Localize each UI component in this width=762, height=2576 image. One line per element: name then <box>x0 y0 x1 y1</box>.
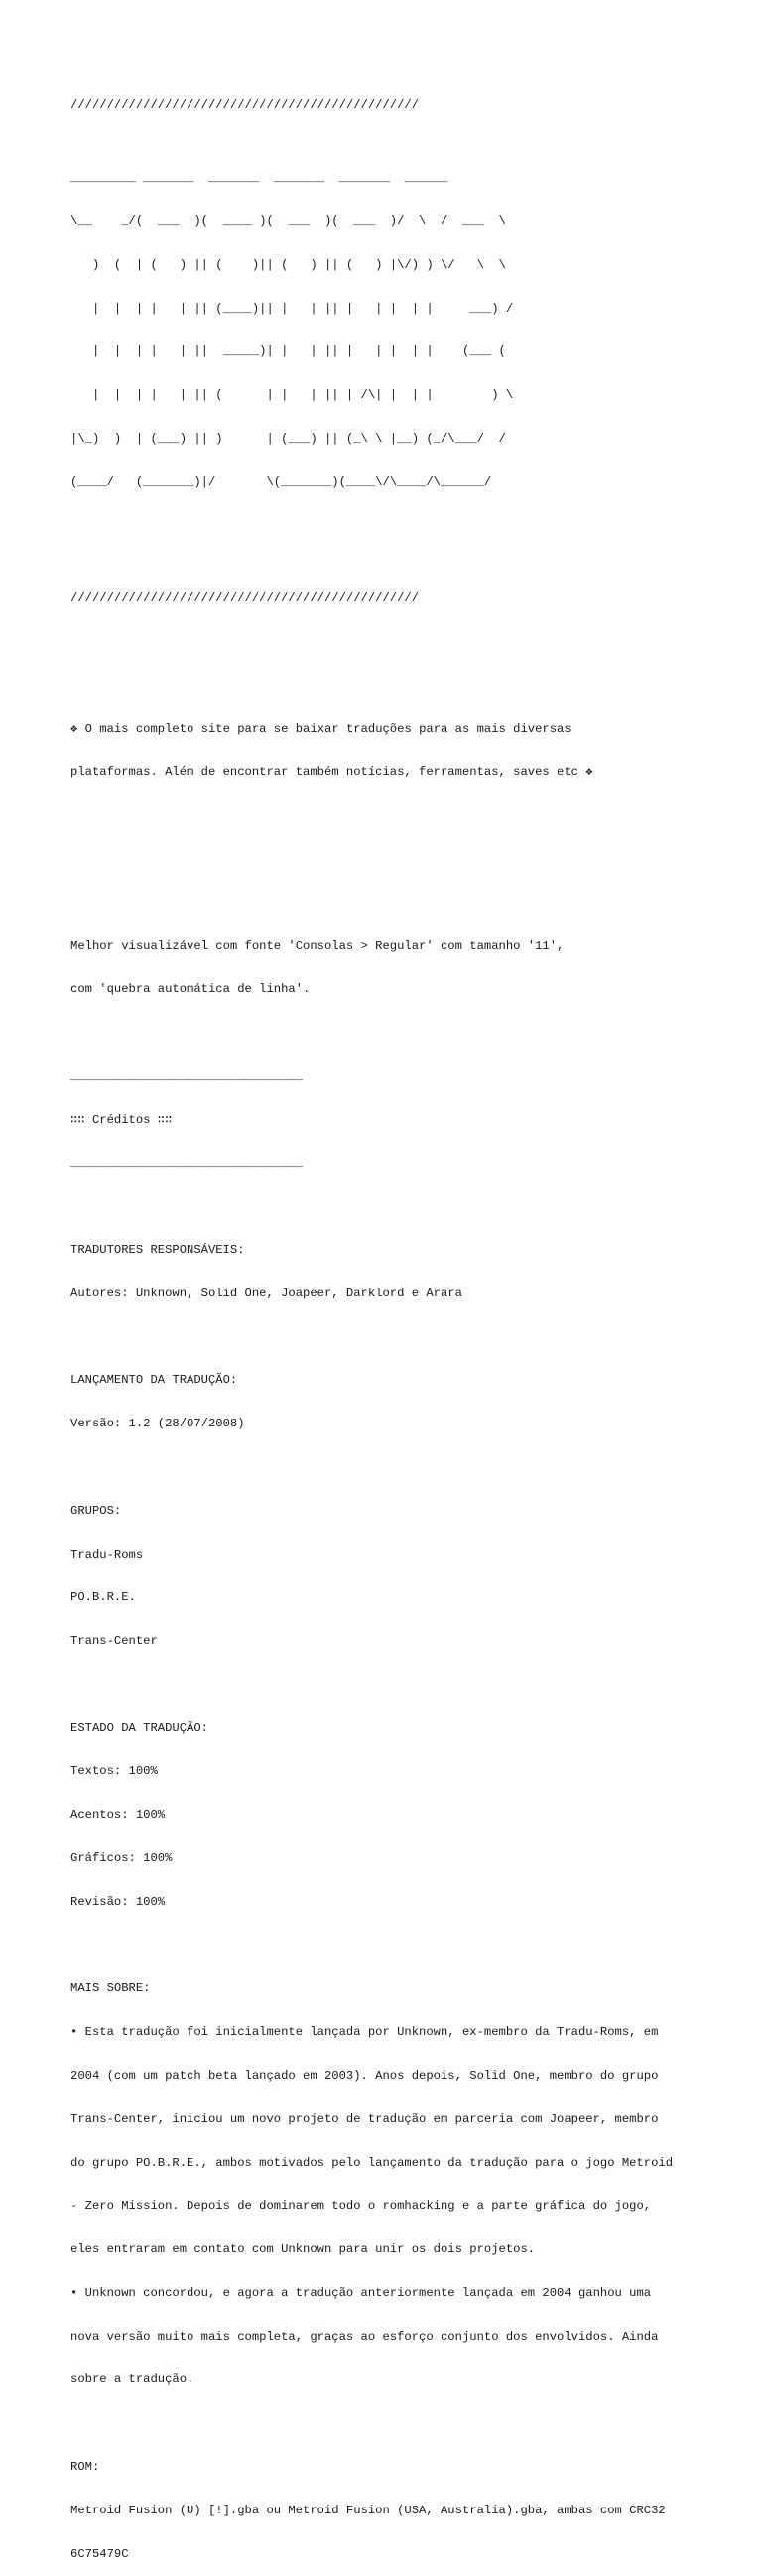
status-heading: ESTADO DA TRADUÇÃO: <box>70 1720 208 1735</box>
group-item: Tradu-Roms <box>70 1547 144 1561</box>
credits-rule-top: ________________________________ <box>70 1068 304 1083</box>
ascii-logo-line: _________ _______ _______ _______ _______ ______ <box>70 171 448 186</box>
ascii-logo-line: | | | | | || ( | | | || | /\| | | | ) \ <box>70 388 514 403</box>
status-item: Acentos: 100% <box>70 1808 166 1823</box>
about-line: • Esta tradução foi inicialmente lançada por Unknown, ex-membro da Tradu-Roms, em <box>70 2025 659 2040</box>
about-line: do grupo PO.B.R.E., ambos motivados pelo lançamento da tradução para o jogo Metroid <box>70 2155 674 2170</box>
credits-title: ∷∷ Créditos ∷∷ <box>70 1112 173 1127</box>
about-line: sobre a tradução. <box>70 2373 194 2387</box>
groups-heading: GRUPOS: <box>70 1503 122 1518</box>
rom-line: Metroid Fusion (U) [!].gba ou Metroid Fusion (USA, Australia).gba, ambas com CRC32 <box>70 2503 666 2517</box>
about-line: - Zero Mission. Depois de dominarem todo o romhacking e a parte gráfica do jogo, <box>70 2199 652 2214</box>
credits-rule-bottom: ________________________________ <box>70 1155 304 1170</box>
about-line: • Unknown concordou, e agora a tradução anteriormente lançada em 2004 ganhou uma <box>70 2285 652 2300</box>
release-value: Versão: 1.2 (28/07/2008) <box>70 1417 245 1431</box>
ascii-logo-line: |\_) ) | (___) || ) | (___) || (_\ \ |__) (_/\___/ / <box>70 431 506 446</box>
status-item: Revisão: 100% <box>70 1894 166 1909</box>
intro-text: plataformas. Além de encontrar também notícias, ferramentas, saves etc ❖ <box>70 764 593 779</box>
group-item: PO.B.R.E. <box>70 1590 136 1605</box>
header-rule-bottom: //////////////////////////////////////////////// <box>70 591 420 606</box>
ascii-logo-line: ) ( | ( ) || ( )|| ( ) || ( ) |\/) ) \/ \ \ <box>70 257 506 272</box>
about-line: Trans-Center, iniciou um novo projeto de tradução em parceria com Joapeer, membro <box>70 2111 659 2126</box>
about-heading: MAIS SOBRE: <box>70 1981 151 1996</box>
group-item: Trans-Center <box>70 1634 158 1649</box>
translators-value: Autores: Unknown, Solid One, Joapeer, Darklord e Arara <box>70 1286 462 1300</box>
translators-heading: TRADUTORES RESPONSÁVEIS: <box>70 1243 245 1258</box>
about-line: nova versão muito mais completa, graças ao esforço conjunto dos envolvidos. Ainda <box>70 2329 659 2344</box>
rom-line: 6C75479C <box>70 2546 129 2561</box>
about-line: 2004 (com um patch beta lançado em 2003). Anos depois, Solid One, membro do grupo <box>70 2068 659 2083</box>
display-note: com 'quebra automática de linha'. <box>70 982 311 997</box>
rom-heading: ROM: <box>70 2459 100 2474</box>
intro-text: ❖ O mais completo site para se baixar traduções para as mais diversas <box>70 721 572 736</box>
ascii-logo-line: (____/ (_______)|/ \(_______)(____\/\____/\______/ <box>70 475 492 489</box>
status-item: Gráficos: 100% <box>70 1851 173 1866</box>
status-item: Textos: 100% <box>70 1764 158 1779</box>
ascii-logo-line: | | | | | || (____)|| | | || | | | | | ___) / <box>70 301 514 316</box>
document-body <box>70 69 673 2576</box>
ascii-logo-line: | | | | | || _____)| | | || | | | | | (___ ( <box>70 344 506 359</box>
header-rule-top: //////////////////////////////////////////////// <box>70 98 420 113</box>
release-heading: LANÇAMENTO DA TRADUÇÃO: <box>70 1373 238 1388</box>
about-line: eles entraram em contato com Unknown para unir os dois projetos. <box>70 2242 536 2257</box>
ascii-logo-line: \__ _/( ___ )( ____ )( ___ )( ___ )/ \ / ___ \ <box>70 213 506 228</box>
ascii-logo <box>70 142 673 518</box>
display-note: Melhor visualizável com fonte 'Consolas > Regular' com tamanho '11', <box>70 938 565 953</box>
